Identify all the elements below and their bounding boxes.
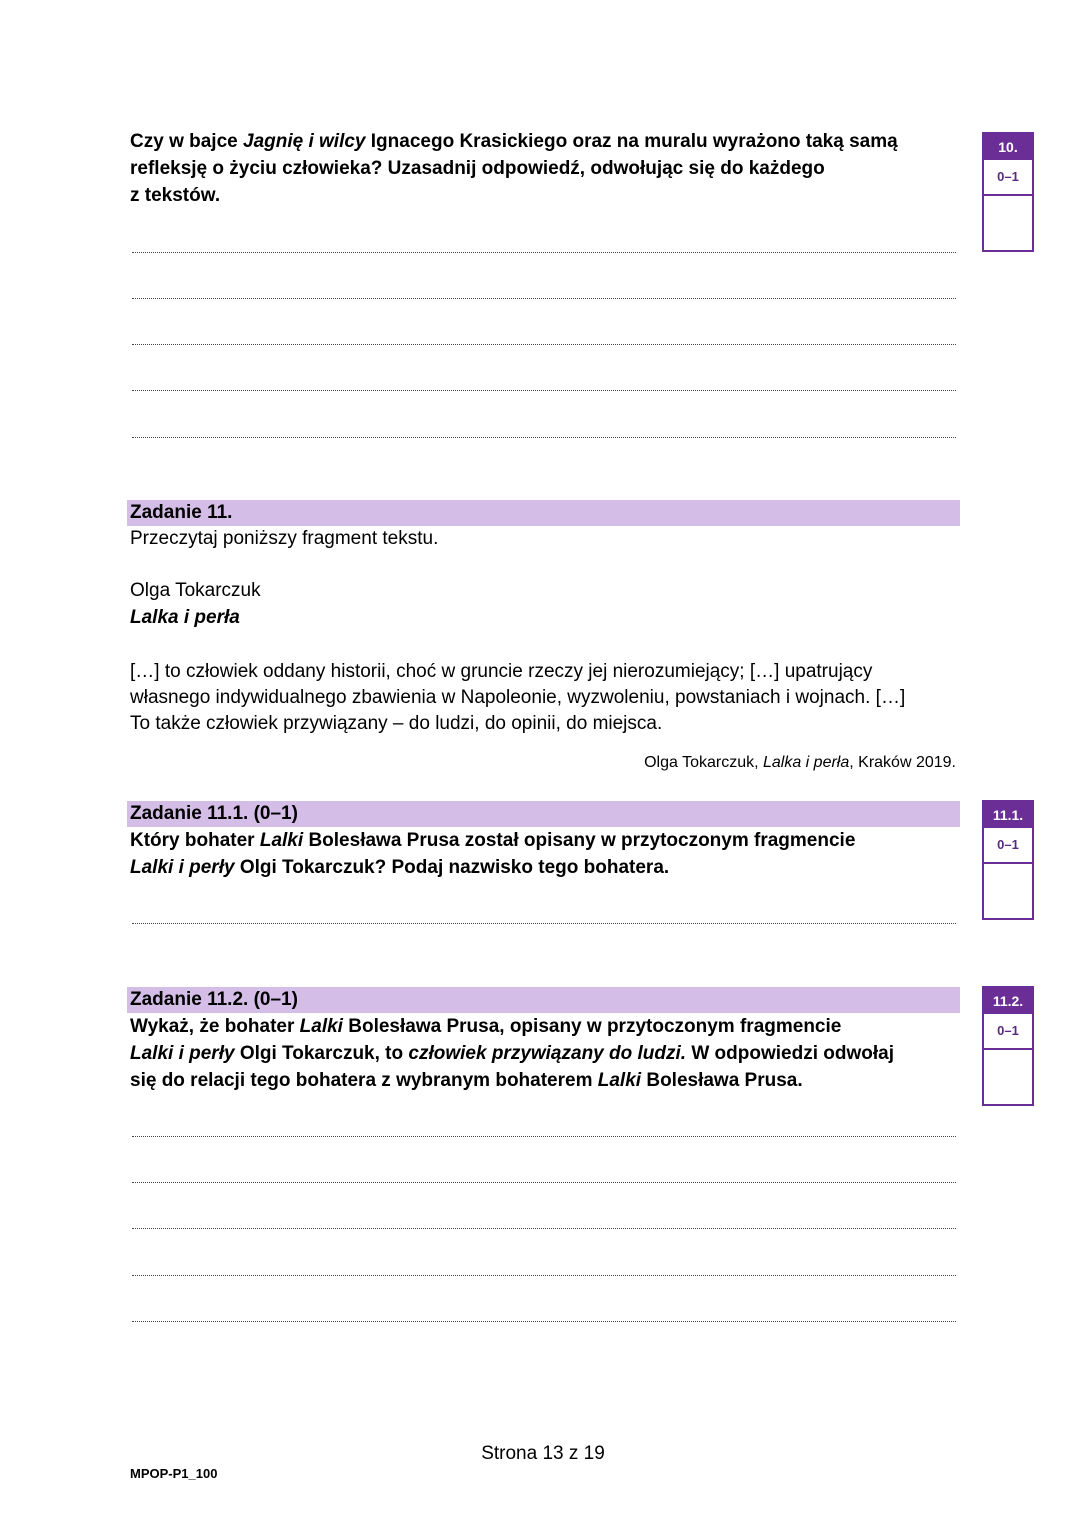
score-box-11-1 bbox=[982, 800, 1034, 920]
passage-text bbox=[130, 659, 960, 737]
score-number: 11.1. bbox=[984, 802, 1032, 828]
answer-line[interactable] bbox=[132, 390, 956, 391]
answer-line[interactable] bbox=[132, 1182, 956, 1183]
score-box-10 bbox=[982, 132, 1034, 252]
task10-title-italic: Jagnię i wilcy bbox=[243, 131, 366, 152]
source-title: Lalka i perła bbox=[762, 754, 850, 771]
score-entry-cell[interactable] bbox=[984, 196, 1032, 252]
task10-text: z tekstów. bbox=[130, 185, 221, 206]
answer-line[interactable] bbox=[132, 344, 956, 345]
answer-line[interactable] bbox=[132, 1136, 956, 1137]
task11-2-header: Zadanie 11.2. (0–1) bbox=[127, 987, 960, 1013]
task10-question bbox=[130, 128, 960, 209]
score-points: 0–1 bbox=[984, 160, 1032, 196]
task11-instruction: Przeczytaj poniższy fragment tekstu. bbox=[130, 528, 439, 549]
score-box-11-2 bbox=[982, 986, 1034, 1106]
score-entry-cell[interactable] bbox=[984, 1050, 1032, 1106]
task10-text: Ignacego Krasickiego oraz na muralu wyrażono taką samą bbox=[365, 131, 898, 152]
score-entry-cell[interactable] bbox=[984, 864, 1032, 920]
answer-line[interactable] bbox=[132, 298, 956, 299]
score-points: 0–1 bbox=[984, 1014, 1032, 1050]
passage-line: […] to człowiek oddany historii, choć w gruncie rzeczy jej nierozumiejący; […] upatrujący bbox=[130, 661, 873, 682]
answer-line[interactable] bbox=[132, 1228, 956, 1229]
task11-2-question: Wykaż, że bohater Lalki Bolesława Prusa, opisany w przytoczonym fragmencie Lalki i perły Olgi Tokarczuk, to człowiek przywiązany do ludzi. W odpowiedzi odwołaj się do relacji tego bohatera z wybranym bohaterem Lalki Bolesława Prusa. bbox=[130, 1016, 894, 1091]
task11-1-header: Zadanie 11.1. (0–1) bbox=[127, 801, 960, 827]
exam-code: MPOP-P1_100 bbox=[130, 1466, 218, 1481]
task11-header: Zadanie 11. bbox=[127, 500, 960, 526]
page-number: Strona 13 z 19 bbox=[481, 1443, 605, 1464]
task11-1-question: Który bohater Lalki Bolesława Prusa został opisany w przytoczonym fragmencie Lalki i perły Olgi Tokarczuk? Podaj nazwisko tego bohatera. bbox=[130, 830, 856, 878]
score-number: 11.2. bbox=[984, 988, 1032, 1014]
answer-line[interactable] bbox=[132, 1275, 956, 1276]
score-points: 0–1 bbox=[984, 828, 1032, 864]
passage-line: To także człowiek przywiązany – do ludzi, do opinii, do miejsca. bbox=[130, 713, 663, 734]
score-number: 10. bbox=[984, 134, 1032, 160]
answer-line[interactable] bbox=[132, 1321, 956, 1322]
passage-line: własnego indywidualnego zbawienia w Napoleonie, wyzwoleniu, powstaniach i wojnach. […] bbox=[130, 687, 906, 708]
answer-line[interactable] bbox=[132, 437, 956, 438]
task10-text: refleksję o życiu człowieka? Uzasadnij odpowiedź, odwołując się do każdego bbox=[130, 158, 825, 179]
passage-author: Olga Tokarczuk bbox=[130, 580, 261, 601]
answer-line[interactable] bbox=[132, 252, 956, 253]
passage-title: Lalka i perła bbox=[130, 607, 240, 628]
answer-line[interactable] bbox=[132, 923, 956, 924]
task10-text: Czy w bajce bbox=[130, 131, 243, 152]
passage-source: Olga Tokarczuk, Lalka i perła, Kraków 2019. bbox=[644, 754, 956, 771]
